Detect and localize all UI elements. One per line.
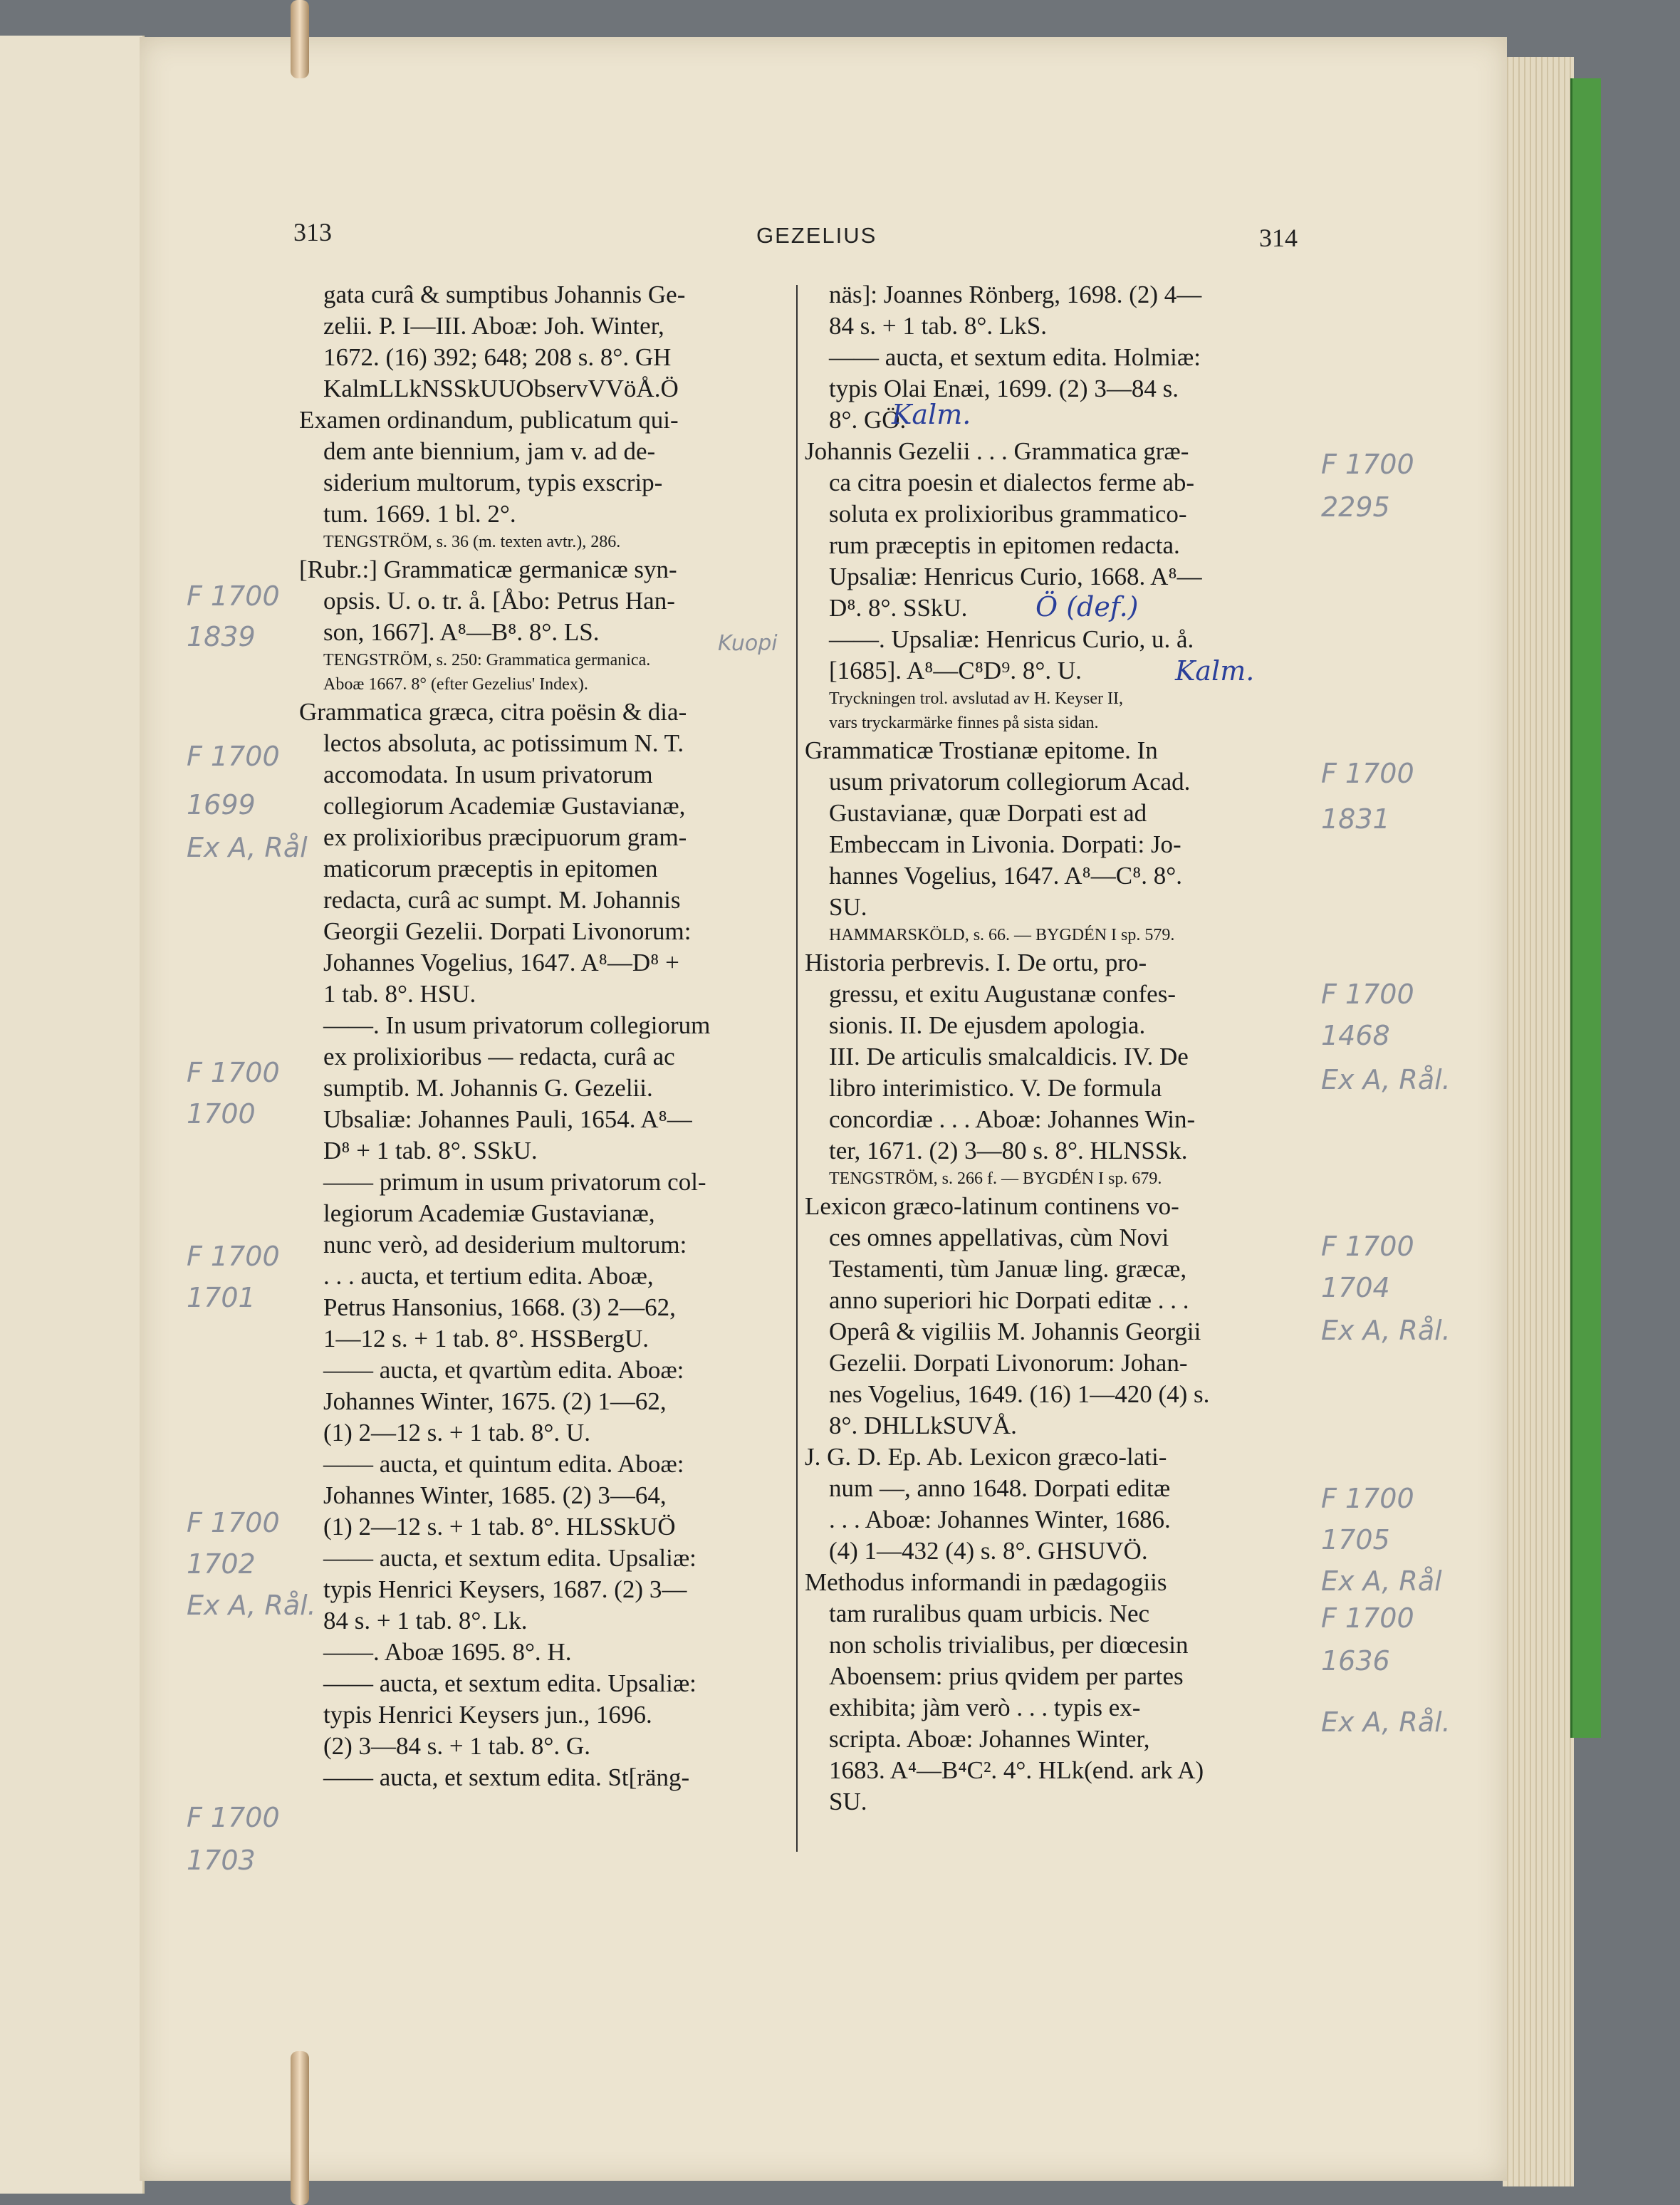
text-line: . . . aucta, et tertium edita. Aboæ,	[323, 1262, 654, 1290]
text-line: D⁸ + 1 tab. 8°. SSkU.	[323, 1137, 538, 1164]
handwritten-note: Ex A, Rål	[187, 832, 308, 863]
handwritten-note: 1703	[187, 1845, 256, 1876]
text-line: libro interimistico. V. De formula	[829, 1074, 1162, 1102]
column-divider	[796, 285, 798, 1852]
text-line: Aboensem: prius qvidem per partes	[829, 1662, 1184, 1690]
text-line: KalmLLkNSSkUUObservVVöÅ.Ö	[323, 375, 679, 402]
text-line: 8°. GÖ.	[829, 406, 907, 434]
handwritten-note: F 1700	[1321, 1602, 1414, 1634]
text-line: Gezelii. Dorpati Livonorum: Johan-	[829, 1349, 1188, 1377]
handwritten-note: 1699	[187, 789, 256, 820]
text-line: 1—12 s. + 1 tab. 8°. HSSBergU.	[323, 1325, 649, 1352]
text-line: 1 tab. 8°. HSU.	[323, 980, 476, 1008]
handwritten-note: F 1700	[187, 1507, 280, 1538]
text-line: TENGSTRÖM, s. 36 (m. texten avtr.), 286.	[323, 533, 621, 551]
text-line: —— aucta, et sextum edita. Holmiæ:	[829, 343, 1201, 371]
handwritten-note: F 1700	[1321, 979, 1414, 1010]
right-column	[805, 279, 1310, 1818]
text-line: sumptib. M. Johannis G. Gezelii.	[323, 1074, 653, 1102]
text-line: sionis. II. De ejusdem apologia.	[829, 1011, 1146, 1039]
text-line: tum. 1669. 1 bl. 2°.	[323, 500, 516, 528]
text-line: näs]: Joannes Rönberg, 1698. (2) 4—	[829, 281, 1202, 308]
handwritten-note: 1636	[1321, 1645, 1390, 1677]
handwritten-note: F 1700	[187, 741, 280, 772]
text-line: Embeccam in Livonia. Dorpati: Jo-	[829, 830, 1181, 858]
text-line: TENGSTRÖM, s. 250: Grammatica germanica.	[323, 651, 651, 669]
text-line: hannes Vogelius, 1647. A⁸—C⁸. 8°.	[829, 862, 1183, 890]
handwritten-note: 1701	[187, 1282, 256, 1313]
text-line: (1) 2—12 s. + 1 tab. 8°. HLSSkUÖ	[323, 1513, 676, 1541]
text-line: rum præceptis in epitomen redacta.	[829, 531, 1180, 559]
running-title: GEZELIUS	[756, 223, 877, 248]
text-line: tam ruralibus quam urbicis. Nec	[829, 1600, 1150, 1627]
text-line: ——. In usum privatorum collegiorum	[323, 1011, 711, 1039]
text-line: 84 s. + 1 tab. 8°. Lk.	[323, 1607, 528, 1635]
text-line: num —, anno 1648. Dorpati editæ	[829, 1474, 1171, 1502]
text-line: SU.	[829, 893, 867, 921]
text-line: Johannes Winter, 1675. (2) 1—62,	[323, 1387, 667, 1415]
page-clip-top	[291, 0, 309, 78]
handwritten-note: 2295	[1321, 491, 1390, 523]
text-line: Examen ordinandum, publicatum qui-	[299, 406, 679, 434]
text-line: ex prolixioribus — redacta, curâ ac	[323, 1043, 675, 1070]
text-line: exhibita; jàm verò . . . typis ex-	[829, 1694, 1141, 1721]
text-line: Lexicon græco-latinum continens vo-	[805, 1192, 1179, 1220]
text-line: 84 s. + 1 tab. 8°. LkS.	[829, 312, 1047, 340]
text-line: opsis. U. o. tr. å. [Åbo: Petrus Han-	[323, 587, 675, 615]
text-line: Johannis Gezelii . . . Grammatica græ-	[805, 437, 1189, 465]
text-line: (2) 3—84 s. + 1 tab. 8°. G.	[323, 1732, 590, 1760]
text-line: non scholis trivialibus, per diœcesin	[829, 1631, 1189, 1659]
handwritten-note: 1839	[187, 621, 256, 652]
text-line: 1672. (16) 392; 648; 208 s. 8°. GH	[323, 343, 672, 371]
text-line: SU.	[829, 1788, 867, 1815]
left-column	[299, 279, 791, 1793]
handwritten-note: F 1700	[1321, 449, 1414, 480]
handwritten-note: F 1700	[187, 580, 280, 612]
text-line: HAMMARSKÖLD, s. 66. — BYGDÉN I sp. 579.	[829, 926, 1175, 944]
text-line: TENGSTRÖM, s. 266 f. — BYGDÉN I sp. 679.	[829, 1169, 1162, 1188]
inline-note: Kalm.	[1175, 655, 1255, 687]
handwritten-note: Ex A, Rål.	[1321, 1706, 1451, 1738]
text-line: gressu, et exitu Augustanæ confes-	[829, 980, 1176, 1008]
text-line: Operâ & vigiliis M. Johannis Georgii	[829, 1318, 1201, 1345]
text-line: vars tryckarmärke finnes på sista sidan.	[829, 714, 1099, 732]
handwritten-note: Ex A, Rål.	[1321, 1064, 1451, 1095]
handwritten-note: F 1700	[1321, 758, 1414, 789]
text-line: Methodus informandi in pædagogiis	[805, 1568, 1167, 1596]
text-line: Johannes Winter, 1685. (2) 3—64,	[323, 1481, 667, 1509]
handwritten-note: F 1700	[187, 1057, 280, 1088]
text-line: Ubsaliæ: Johannes Pauli, 1654. A⁸—	[323, 1105, 692, 1133]
text-line: Historia perbrevis. I. De ortu, pro-	[805, 949, 1147, 976]
text-line: Gustavianæ, quæ Dorpati est ad	[829, 799, 1147, 827]
text-line: Grammaticæ Trostianæ epitome. In	[805, 736, 1158, 764]
handwritten-note: 1831	[1321, 803, 1390, 835]
text-line: typis Henrici Keysers, 1687. (2) 3—	[323, 1575, 687, 1603]
text-line: —— aucta, et sextum edita. Upsaliæ:	[323, 1544, 696, 1572]
text-line: ces omnes appellativas, cùm Novi	[829, 1224, 1169, 1251]
text-line: —— aucta, et sextum edita. Upsaliæ:	[323, 1669, 696, 1697]
text-line: ——. Upsaliæ: Henricus Curio, u. å.	[829, 625, 1194, 653]
text-line: —— primum in usum privatorum col-	[323, 1168, 706, 1196]
text-line: collegiorum Academiæ Gustavianæ,	[323, 792, 686, 820]
text-line: Aboæ 1667. 8° (efter Gezelius' Index).	[323, 675, 588, 694]
text-line: legiorum Academiæ Gustavianæ,	[323, 1199, 655, 1227]
text-line: zelii. P. I—III. Aboæ: Joh. Winter,	[323, 312, 664, 340]
text-line: Tryckningen trol. avslutad av H. Keyser II,	[829, 689, 1124, 708]
handwritten-note: Ex A, Rål	[1321, 1565, 1442, 1597]
text-line: nunc verò, ad desiderium multorum:	[323, 1231, 687, 1258]
handwritten-note: Ex A, Rål.	[187, 1590, 316, 1621]
page-clip-bottom	[291, 2051, 309, 2205]
inline-note: Kalm.	[892, 399, 971, 430]
text-line: typis Olai Enæi, 1699. (2) 3—84 s.	[829, 375, 1179, 402]
text-line: typis Henrici Keysers jun., 1696.	[323, 1701, 652, 1729]
text-line: [Rubr.:] Grammaticæ germanicæ syn-	[299, 556, 677, 583]
text-line: ca citra poesin et dialectos ferme ab-	[829, 469, 1195, 496]
text-line: son, 1667]. A⁸—B⁸. 8°. LS.	[323, 618, 600, 646]
text-line: III. De articulis smalcaldicis. IV. De	[829, 1043, 1189, 1070]
inline-note: Kuopi	[718, 631, 778, 656]
text-line: Johannes Vogelius, 1647. A⁸—D⁸ +	[323, 949, 679, 976]
text-line: —— aucta, et sextum edita. St[räng-	[323, 1763, 690, 1791]
inline-note: Ö (def.)	[1035, 591, 1139, 622]
text-line: (4) 1—432 (4) s. 8°. GHSUVÖ.	[829, 1537, 1148, 1565]
text-line: . . . Aboæ: Johannes Winter, 1686.	[829, 1506, 1171, 1533]
handwritten-note: 1704	[1321, 1272, 1390, 1303]
text-line: concordiæ . . . Aboæ: Johannes Win-	[829, 1105, 1196, 1133]
text-line: siderium multorum, typis exscrip-	[323, 469, 663, 496]
handwritten-note: 1700	[187, 1098, 256, 1130]
text-line: Grammatica græca, citra poësin & dia-	[299, 698, 687, 726]
handwritten-note: 1705	[1321, 1524, 1390, 1555]
text-line: scripta. Aboæ: Johannes Winter,	[829, 1725, 1150, 1753]
book-cover-green	[1570, 78, 1601, 1738]
text-line: —— aucta, et quintum edita. Aboæ:	[323, 1450, 684, 1478]
handwritten-note: F 1700	[187, 1802, 280, 1833]
text-line: soluta ex prolixioribus grammatico-	[829, 500, 1187, 528]
text-line: Upsaliæ: Henricus Curio, 1668. A⁸—	[829, 563, 1202, 590]
text-line: ——. Aboæ 1695. 8°. H.	[323, 1638, 572, 1666]
text-line: Testamenti, tùm Januæ ling. græcæ,	[829, 1255, 1187, 1283]
text-line: accomodata. In usum privatorum	[323, 761, 653, 788]
handwritten-note: 1468	[1321, 1020, 1390, 1051]
text-line: —— aucta, et qvartùm edita. Aboæ:	[323, 1356, 684, 1384]
text-line: [1685]. A⁸—C⁸D⁹. 8°. U.	[829, 657, 1082, 684]
handwritten-note: Ex A, Rål.	[1321, 1315, 1451, 1346]
page-edges	[1503, 57, 1574, 2186]
handwritten-note: F 1700	[187, 1241, 280, 1272]
text-line: (1) 2—12 s. + 1 tab. 8°. U.	[323, 1419, 590, 1446]
text-line: gata curâ & sumptibus Johannis Ge-	[323, 281, 686, 308]
text-line: lectos absoluta, ac potissimum N. T.	[323, 729, 684, 757]
text-line: usum privatorum collegiorum Acad.	[829, 768, 1191, 796]
left-page-edge	[0, 36, 145, 2194]
text-line: J. G. D. Ep. Ab. Lexicon græco-lati-	[805, 1443, 1167, 1471]
text-line: ex prolixioribus præcipuorum gram-	[323, 823, 687, 851]
text-line: 1683. A⁴—B⁴C². 4°. HLk(end. ark A)	[829, 1756, 1204, 1784]
text-line: maticorum præceptis in epitomen	[323, 855, 658, 882]
text-line: D⁸. 8°. SSkU.	[829, 594, 968, 622]
text-line: 8°. DHLLkSUVÅ.	[829, 1412, 1017, 1439]
text-line: ter, 1671. (2) 3—80 s. 8°. HLNSSk.	[829, 1137, 1188, 1164]
handwritten-note: 1702	[187, 1548, 256, 1580]
handwritten-note: F 1700	[1321, 1231, 1414, 1262]
handwritten-note: F 1700	[1321, 1483, 1414, 1514]
text-line: redacta, curâ ac sumpt. M. Johannis	[323, 886, 681, 914]
text-line: dem ante biennium, jam v. ad de-	[323, 437, 656, 465]
text-line: Georgii Gezelii. Dorpati Livonorum:	[323, 917, 692, 945]
left-page-number: 313	[293, 218, 332, 246]
text-line: anno superiori hic Dorpati editæ . . .	[829, 1286, 1189, 1314]
text-line: Petrus Hansonius, 1668. (3) 2—62,	[323, 1293, 676, 1321]
text-line: nes Vogelius, 1649. (16) 1—420 (4) s.	[829, 1380, 1210, 1408]
right-page-number: 314	[1259, 224, 1298, 252]
